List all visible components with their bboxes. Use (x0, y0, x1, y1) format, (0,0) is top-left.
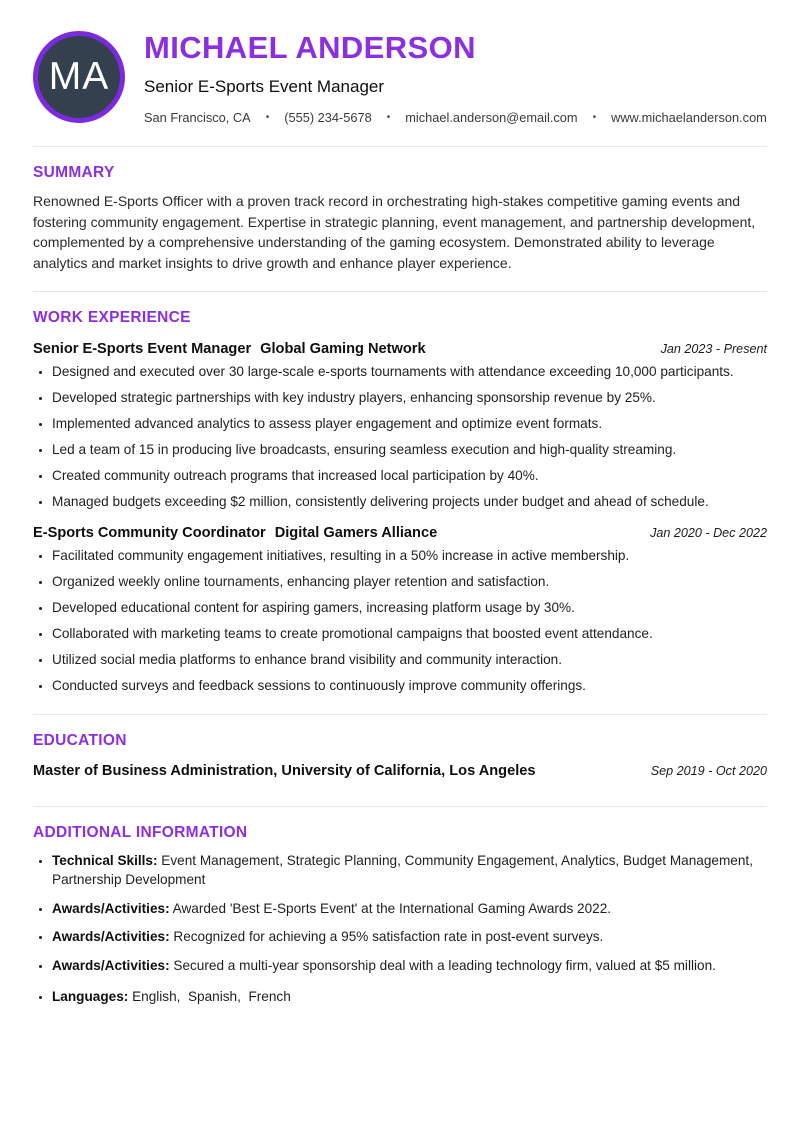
job-bullet: • Implemented advanced analytics to assess player engagement and optimize event formats. (52, 416, 767, 433)
additional-info-label: Languages: (52, 988, 129, 1004)
contact-separator-dot: • (592, 111, 597, 123)
job-bullet: • Conducted surveys and feedback sessions to continuously improve community offerings. (52, 678, 767, 695)
education-heading: EDUCATION (33, 732, 127, 750)
additional-info-text: Recognized for achieving a 95% satisfaction rate in post-event surveys. (169, 929, 604, 945)
job-bullet: • Developed educational content for aspiring gamers, increasing platform usage by 30%. (52, 600, 767, 617)
avatar-initials: MA (48, 54, 110, 98)
job-company: Digital Gamers Alliance (274, 525, 438, 542)
experience-heading: WORK EXPERIENCE (33, 309, 191, 327)
person-name: MICHAEL ANDERSON (144, 30, 476, 65)
job-title: E-Sports Community Coordinator (33, 525, 266, 542)
additional-info-label: Awards/Activities: (52, 900, 170, 916)
job-bullet: • Developed strategic partnerships with key industry players, enhancing sponsorship revenue by 25%. (52, 390, 767, 407)
additional-info-label: Technical Skills: (52, 853, 158, 869)
job-bullet-list (33, 364, 767, 511)
job-dates: Jan 2020 - Dec 2022 (650, 526, 767, 541)
section-divider (33, 291, 767, 292)
job-dates: Jan 2023 - Present (660, 342, 767, 357)
contact-email: michael.anderson@email.com (405, 110, 578, 125)
contact-separator-dot: • (265, 111, 270, 123)
summary-heading: SUMMARY (33, 164, 115, 181)
education-dates: Sep 2019 - Oct 2020 (650, 764, 767, 779)
job-bullet: • Designed and executed over 30 large-scale e-sports tournaments with attendance exceeding 10,000 participants. (52, 364, 767, 381)
contact-location: San Francisco, CA (144, 110, 251, 125)
additional-info-text: Awarded 'Best E-Sports Event' at the International Gaming Awards 2022. (169, 900, 612, 916)
additional-info-label: Awards/Activities: (52, 929, 170, 945)
job-header (33, 525, 767, 541)
section-divider (33, 146, 767, 147)
section-divider (33, 714, 767, 715)
additional-info-heading: ADDITIONAL INFORMATION (33, 824, 248, 842)
job-bullet-list (33, 548, 767, 695)
job-entry (33, 341, 767, 511)
education-degree: Master of Business Administration, University of California, Los Angeles (33, 763, 536, 780)
job-header (33, 341, 767, 357)
job-title: Senior E-Sports Event Manager (33, 341, 252, 358)
job-entry (33, 525, 767, 695)
education-entry (33, 763, 767, 779)
job-titleline (33, 341, 426, 357)
job-company: Global Gaming Network (260, 341, 426, 358)
section-divider (33, 806, 767, 807)
job-titleline (33, 525, 437, 541)
additional-info-item (52, 928, 766, 947)
contact-separator-dot: • (386, 111, 391, 123)
additional-info-text: English, Spanish, French (128, 988, 291, 1004)
job-bullet: • Organized weekly online tournaments, enhancing player retention and satisfaction. (52, 574, 767, 591)
additional-info-item (52, 957, 766, 976)
person-job-title: Senior E-Sports Event Manager (144, 77, 385, 96)
summary-text: Renowned E-Sports Officer with a proven track record in orchestrating high-stakes competitive gaming events and fostering community engagement. Expertise in strategic planning, event management, and partnership development, complemented by a comprehensive understanding of the gaming ecosystem. Demonstrated ability to leverage analytics and market insights to drive growth and enhance player experience. (33, 193, 756, 271)
contact-row (144, 110, 767, 125)
job-bullet: • Created community outreach programs that increased local participation by 40%. (52, 468, 767, 485)
additional-info-item (52, 988, 766, 1007)
additional-info-text: Secured a multi-year sponsorship deal with a leading technology firm, valued at $5 million. (169, 958, 716, 974)
contact-website: www.michaelanderson.com (611, 110, 767, 125)
avatar (33, 31, 125, 123)
additional-info-label: Awards/Activities: (52, 958, 170, 974)
header-text (144, 28, 767, 125)
additional-info-item (52, 852, 766, 890)
contact-phone: (555) 234-5678 (284, 110, 372, 125)
job-bullet: • Facilitated community engagement initiatives, resulting in a 50% increase in active membership. (52, 548, 767, 565)
additional-info-list (33, 852, 767, 1007)
resume-header (33, 26, 767, 125)
additional-info-item (52, 900, 766, 919)
job-bullet: • Utilized social media platforms to enhance brand visibility and community interaction. (52, 652, 767, 669)
job-bullet: • Collaborated with marketing teams to create promotional campaigns that boosted event attendance. (52, 626, 767, 643)
additional-info-text: Event Management, Strategic Planning, Community Engagement, Analytics, Budget Management, Partnership Development (52, 853, 757, 887)
job-bullet: • Led a team of 15 in producing live broadcasts, ensuring seamless execution and high-quality streaming. (52, 442, 767, 459)
job-bullet: • Managed budgets exceeding $2 million, consistently delivering projects under budget and ahead of schedule. (52, 494, 767, 511)
